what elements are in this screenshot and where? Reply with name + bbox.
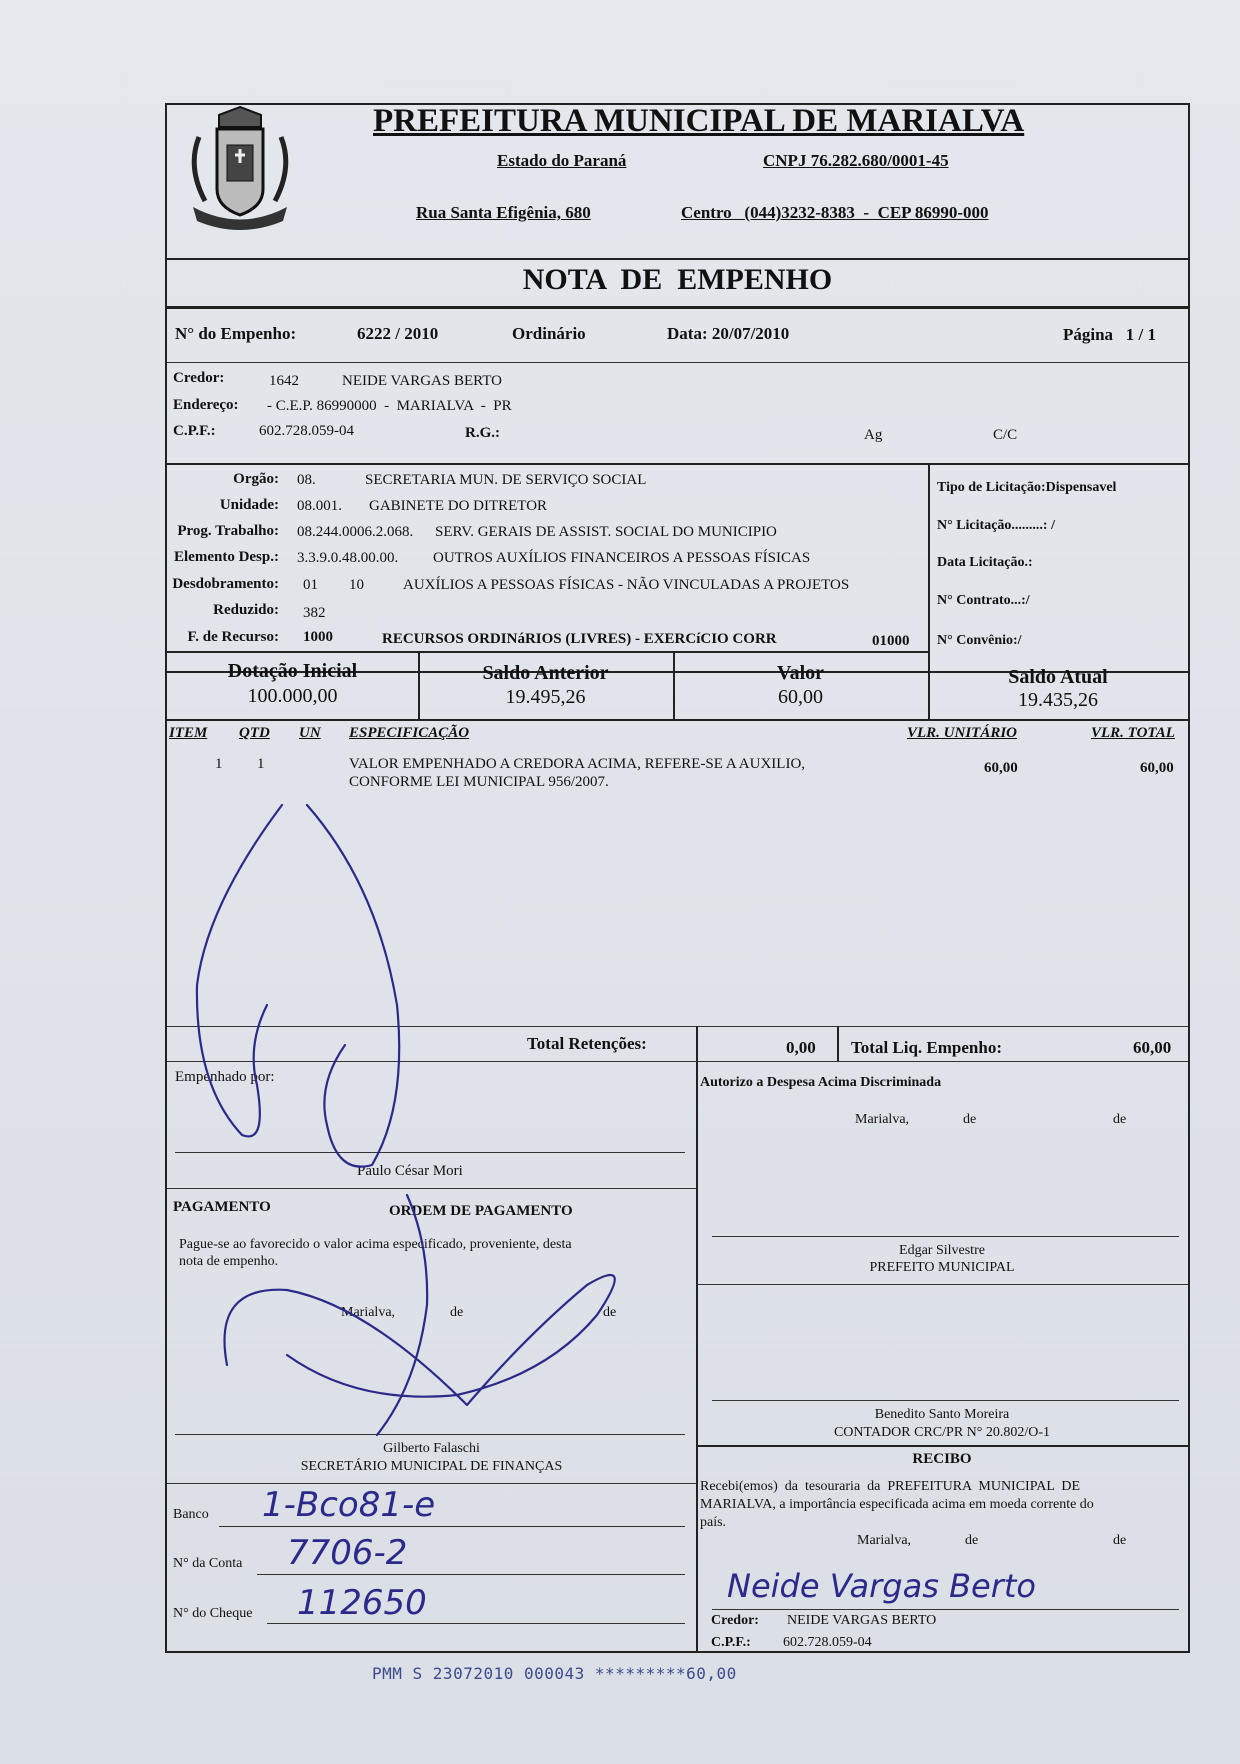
row-spec-2: CONFORME LEI MUNICIPAL 956/2007. bbox=[349, 774, 609, 790]
pagamento-marialva: Marialva, bbox=[341, 1305, 396, 1320]
elemento-name: OUTROS AUXÍLIOS FINANCEIROS A PESSOAS FÍSICAS bbox=[433, 550, 811, 566]
empenho-page: Página 1 / 1 bbox=[1063, 325, 1157, 344]
row-unit: 60,00 bbox=[984, 760, 1018, 776]
doc-title: NOTA DE EMPENHO bbox=[522, 263, 833, 296]
prog-label: Prog. Trabalho: bbox=[177, 523, 279, 539]
ordem-pagamento: ORDEM DE PAGAMENTO bbox=[389, 1203, 573, 1219]
recibo-marialva: Marialva, bbox=[857, 1533, 912, 1548]
data-licitacao: Data Licitação.: bbox=[937, 555, 1033, 570]
secretario-name: Gilberto Falaschi bbox=[383, 1441, 480, 1456]
mechanical-stamp: PMM S 23072010 000043 *********60,00 bbox=[372, 1664, 737, 1683]
pagamento-de-1: de bbox=[450, 1305, 464, 1320]
cpf-label: C.P.F.: bbox=[173, 423, 216, 439]
saldo-anterior-value: 19.495,26 bbox=[505, 686, 586, 708]
reduzido-label: Reduzido: bbox=[213, 602, 279, 618]
empenho-type: Ordinário bbox=[512, 324, 586, 343]
dotacao-label: Dotação Inicial bbox=[227, 660, 358, 682]
reduzido-value: 382 bbox=[303, 605, 326, 621]
numero-licitacao: N° Licitação.........: / bbox=[937, 518, 1055, 533]
total-retencoes-value: 0,00 bbox=[786, 1038, 816, 1057]
header-cnpj: CNPJ 76.282.680/0001-45 bbox=[763, 151, 949, 170]
orgao-code: 08. bbox=[297, 472, 316, 488]
orgao-label: Orgão: bbox=[233, 471, 279, 487]
saldo-atual-value: 19.435,26 bbox=[1018, 689, 1098, 711]
col-un: UN bbox=[299, 725, 321, 741]
credor-code: 1642 bbox=[269, 373, 299, 389]
ordem-signature-stroke bbox=[225, 1195, 615, 1435]
header-state: Estado do Paraná bbox=[497, 151, 627, 170]
recurso-label: F. de Recurso: bbox=[187, 629, 279, 645]
nota-empenho-form bbox=[165, 103, 1190, 1653]
cheque-handwritten: 112650 bbox=[297, 1583, 427, 1623]
cheque-label: N° do Cheque bbox=[173, 1606, 253, 1621]
pagamento-text-2: nota de empenho. bbox=[179, 1254, 279, 1269]
pagamento-text-1: Pague-se ao favorecido o valor acima especificado, proveniente, desta bbox=[179, 1237, 572, 1252]
autorizo-de-2: de bbox=[1113, 1112, 1127, 1127]
credor-cpf: 602.728.059-04 bbox=[259, 423, 354, 439]
empenhado-label: Empenhado por: bbox=[175, 1069, 275, 1085]
empenhado-signature-stroke-2 bbox=[307, 805, 399, 1167]
credor-name: NEIDE VARGAS BERTO bbox=[342, 373, 502, 389]
cc-label: C/C bbox=[993, 427, 1018, 443]
prog-code: 08.244.0006.2.068. bbox=[297, 524, 414, 540]
row-spec-1: VALOR EMPENHADO A CREDORA ACIMA, REFERE-SE A AUXILIO, bbox=[349, 756, 806, 772]
secretario-title: SECRETÁRIO MUNICIPAL DE FINANÇAS bbox=[300, 1459, 563, 1474]
recurso-num: 01000 bbox=[872, 633, 910, 649]
header-title: PREFEITURA MUNICIPAL DE MARIALVA bbox=[373, 103, 1025, 139]
empenho-number-label: N° do Empenho: bbox=[175, 324, 297, 343]
unidade-label: Unidade: bbox=[219, 497, 279, 513]
recibo-signature: Neide Vargas Berto bbox=[727, 1567, 1036, 1605]
recibo-credor-label: Credor: bbox=[711, 1613, 759, 1628]
recibo-text-3: país. bbox=[700, 1515, 727, 1530]
credor-address: - C.E.P. 86990000 - MARIALVA - PR bbox=[267, 398, 512, 414]
desdobramento-label: Desdobramento: bbox=[172, 576, 279, 592]
empenho-date: Data: 20/07/2010 bbox=[667, 324, 790, 343]
unidade-code: 08.001. bbox=[297, 498, 342, 514]
rg-label: R.G.: bbox=[465, 425, 500, 441]
elemento-label: Elemento Desp.: bbox=[174, 549, 279, 565]
empenho-number: 6222 / 2010 bbox=[357, 324, 439, 343]
orgao-name: SECRETARIA MUN. DE SERVIÇO SOCIAL bbox=[365, 472, 647, 488]
desdobramento-name: AUXÍLIOS A PESSOAS FÍSICAS - NÃO VINCULADAS A PROJETOS bbox=[403, 577, 850, 593]
recibo-text-1: Recebi(emos) da tesouraria da PREFEITURA MUNICIPAL DE bbox=[700, 1479, 1081, 1494]
col-vlr-total: VLR. TOTAL bbox=[1091, 725, 1175, 741]
row-qtd: 1 bbox=[257, 756, 265, 772]
empenhado-name: Paulo César Mori bbox=[357, 1163, 463, 1179]
row-item: 1 bbox=[215, 756, 223, 772]
banco-label: Banco bbox=[173, 1507, 209, 1522]
row-total: 60,00 bbox=[1140, 760, 1174, 776]
valor-value: 60,00 bbox=[778, 686, 823, 708]
recibo-cpf: 602.728.059-04 bbox=[783, 1635, 872, 1650]
col-item: ITEM bbox=[169, 725, 208, 741]
valor-label: Valor bbox=[776, 662, 825, 684]
desdobramento-a: 01 bbox=[303, 577, 318, 593]
empenhado-signature-stroke bbox=[197, 805, 282, 1136]
recibo-label: RECIBO bbox=[912, 1451, 972, 1467]
total-liq-label: Total Liq. Empenho: bbox=[851, 1038, 1002, 1057]
contador-name: Benedito Santo Moreira bbox=[874, 1407, 1010, 1422]
recurso-code: 1000 bbox=[303, 629, 333, 645]
recibo-cpf-label: C.P.F.: bbox=[711, 1635, 751, 1650]
coat-of-arms-icon bbox=[179, 97, 301, 237]
col-especificacao: ESPECIFICAÇÃO bbox=[349, 725, 470, 741]
col-vlr-unitario: VLR. UNITÁRIO bbox=[907, 725, 1018, 741]
autorizo-de-1: de bbox=[963, 1112, 977, 1127]
saldo-atual-label: Saldo Atual bbox=[1008, 666, 1108, 688]
prefeito-name: Edgar Silvestre bbox=[899, 1243, 985, 1258]
conta-label: N° da Conta bbox=[173, 1556, 243, 1571]
contador-title: CONTADOR CRC/PR N° 20.802/O-1 bbox=[833, 1425, 1051, 1440]
total-liq-value: 60,00 bbox=[1133, 1038, 1172, 1057]
header-address: Rua Santa Efigênia, 680 bbox=[416, 203, 591, 222]
unidade-name: GABINETE DO DITRETOR bbox=[369, 498, 548, 514]
recurso-name: RECURSOS ORDINáRIOS (LIVRES) - EXERCíCIO CORR bbox=[382, 631, 777, 647]
prefeito-title: PREFEITO MUNICIPAL bbox=[869, 1260, 1015, 1275]
tipo-licitacao: Tipo de Licitação:Dispensavel bbox=[937, 480, 1117, 495]
numero-convenio: N° Convênio:/ bbox=[937, 633, 1022, 648]
recibo-credor: NEIDE VARGAS BERTO bbox=[787, 1613, 937, 1628]
autorizo-text: Autorizo a Despesa Acima Discriminada bbox=[700, 1075, 942, 1090]
conta-handwritten: 7706-2 bbox=[287, 1533, 408, 1573]
total-retencoes-label: Total Retenções: bbox=[527, 1034, 647, 1053]
desdobramento-b: 10 bbox=[349, 577, 364, 593]
saldo-anterior-label: Saldo Anterior bbox=[482, 662, 609, 684]
banco-handwritten: 1-Bco81-e bbox=[262, 1485, 436, 1525]
recibo-de-2: de bbox=[1113, 1533, 1127, 1548]
dotacao-value: 100.000,00 bbox=[247, 685, 338, 707]
elemento-code: 3.3.9.0.48.00.00. bbox=[297, 550, 399, 566]
pagamento-de-2: de bbox=[603, 1305, 617, 1320]
numero-contrato: N° Contrato...:/ bbox=[937, 593, 1030, 608]
col-qtd: QTD bbox=[239, 725, 270, 741]
prog-name: SERV. GERAIS DE ASSIST. SOCIAL DO MUNICIPIO bbox=[435, 524, 777, 540]
recibo-text-2: MARIALVA, a importância especificada acima em moeda corrente do bbox=[700, 1497, 1094, 1512]
recibo-de-1: de bbox=[965, 1533, 979, 1548]
address-label: Endereço: bbox=[173, 397, 239, 413]
autorizo-marialva: Marialva, bbox=[855, 1112, 910, 1127]
pagamento-label: PAGAMENTO bbox=[173, 1199, 271, 1215]
header-contact: Centro (044)3232-8383 - CEP 86990-000 bbox=[681, 203, 989, 222]
credor-label: Credor: bbox=[173, 370, 225, 386]
ag-label: Ag bbox=[864, 427, 883, 443]
